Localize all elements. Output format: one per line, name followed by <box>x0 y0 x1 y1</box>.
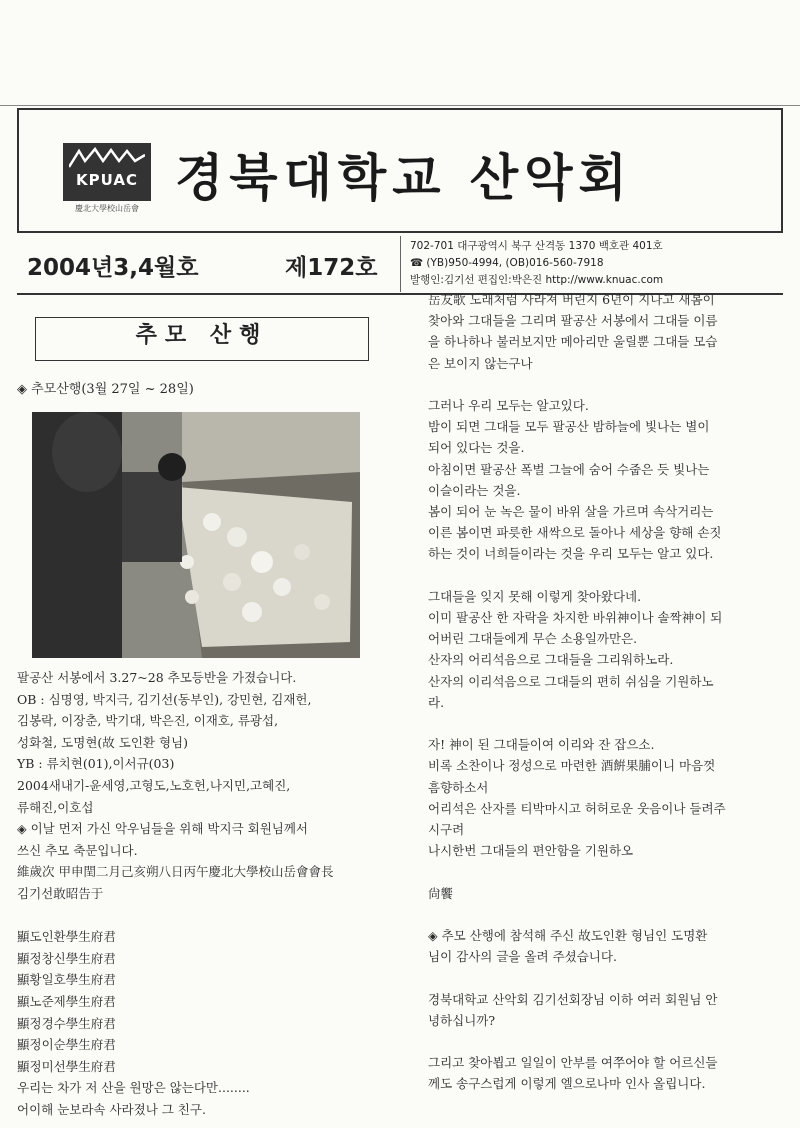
text-line: 쓰신 추모 축문입니다. <box>17 842 138 858</box>
text-line: 라. <box>428 694 445 710</box>
text-line: 이미 팔공산 한 자락을 차지한 바위神이나 솔짝神이 되 <box>428 610 723 625</box>
text-line: 산자의 어리석음으로 그대들을 그리워하노라. <box>428 652 674 668</box>
text-line: 밤이 되면 그대들 모두 팔공산 밤하늘에 빛나는 별이 <box>428 419 710 435</box>
text-line: 2004새내기-윤세영,고형도,노호헌,나지민,고혜진, <box>17 778 291 793</box>
text-line: 을 하나하나 불러보지만 메아리만 울릴뿐 그대들 모습 <box>428 334 718 350</box>
text-line: 이슬이라는 것을. <box>428 482 521 498</box>
text-line: 께도 송구스럽게 이렇게 엘으로나마 인사 올립니다. <box>428 1076 706 1092</box>
text-line: 김봉락, 이장춘, 박기대, 박은진, 이재호, 류광섭, <box>17 713 279 729</box>
section-title: 추모 산행 <box>35 317 369 361</box>
text-line: 비록 소찬이나 정성으로 마련한 酒餠果脯이니 마음껏 <box>428 758 716 774</box>
phone-line: ☎ (YB)950-4994, (OB)016-560-7918 <box>410 257 604 269</box>
text-line: 顯도인환學生府君 <box>17 929 116 945</box>
address-line: 702-701 대구광역시 북구 산격동 1370 백호관 401호 <box>410 240 663 252</box>
text-line: 顯정창신學生府君 <box>17 950 116 966</box>
issue-number: 제172호 <box>285 255 378 281</box>
text-line: 그대들을 잊지 못해 이렇게 찾아왔다네. <box>428 588 642 604</box>
text-line: 이른 봄이면 파릇한 새싹으로 돌아나 세상을 향해 손짓 <box>428 525 722 541</box>
text-line: 시구려 <box>428 822 465 837</box>
text-line: 나시한번 그대들의 편안함을 기원하오 <box>428 843 634 859</box>
text-line: 성화철, 도명현(故 도인환 형님) <box>17 734 188 750</box>
text-line: 顯황일호學生府君 <box>17 972 116 988</box>
text-line: 흠향하소서 <box>428 779 489 795</box>
text-line: 어리석은 산자를 티박마시고 허허로운 웃음이나 들려주 <box>428 800 726 816</box>
text-line: 우리는 차가 저 산을 원망은 않는다만........ <box>17 1080 250 1096</box>
text-line: 顯노준제學生府君 <box>17 994 116 1009</box>
logo-text: KPUAC <box>76 171 138 189</box>
text-line: 하는 것이 너희들이라는 것을 우리 모두는 알고 있다. <box>428 546 714 562</box>
text-line: 찾아와 그대들을 그리며 팔공산 서봉에서 그대들 이름 <box>428 313 718 329</box>
photo-illustration <box>32 412 360 658</box>
mountain-logo-icon <box>69 147 145 169</box>
text-line: OB : 심명영, 박지극, 김기선(동부인), 강민현, 김재헌, <box>17 691 312 707</box>
text-line: 尙饗 <box>428 885 454 901</box>
text-line: 顯정이순學生府君 <box>17 1037 116 1053</box>
text-line: YB : 류치현(01),이서규(03) <box>17 756 175 772</box>
text-line: 어이해 눈보라속 사라졌나 그 친구. <box>17 1102 206 1117</box>
text-line: 녕하십니까? <box>428 1012 496 1028</box>
text-line: 維歲次 甲申閏二月己亥朔八日丙午慶北大學校山岳會會長 <box>17 864 334 880</box>
event-subhead: ◈ 추모산행(3월 27일 ~ 28일) <box>17 382 194 397</box>
text-line: 산자의 이리석음으로 그대들의 편히 쉬심을 기원하노 <box>428 673 714 689</box>
memorial-photo <box>32 412 360 658</box>
text-line: 그리고 찾아뵙고 일일이 안부를 여쭈어야 할 어르신들 <box>428 1055 718 1071</box>
text-line: 岳友歌 노래처럼 사라져 버린지 6년이 지나고 새봄이 <box>428 292 715 307</box>
text-line: 어버린 그대들에게 무슨 소용일까만은. <box>428 631 638 647</box>
publisher-info <box>410 238 663 289</box>
text-line: 경북대학교 산악회 김기선회장님 이하 여러 회원님 안 <box>428 991 718 1007</box>
text-line: 자! 神이 된 그대들이여 이리와 잔 잡으소. <box>428 737 655 753</box>
text-line: 팔공산 서봉에서 3.27~28 추모등반을 가졌습니다. <box>17 670 297 685</box>
publisher-line: 발행인:김기선 편집인:박은진 http://www.knuac.com <box>410 274 664 286</box>
text-line: 顯정경수學生府君 <box>17 1015 116 1031</box>
text-line: 되어 있다는 것을. <box>428 440 525 456</box>
logo-subtitle: 慶北大學校山岳會 <box>75 204 139 213</box>
issue-divider <box>400 236 401 292</box>
text-line: 봄이 되어 눈 녹은 물이 바위 살을 가르며 속삭거리는 <box>428 504 714 519</box>
text-line: ◈ 이날 먼저 가신 악우님들을 위해 박지극 회원님께서 <box>17 821 309 837</box>
text-line: 그러나 우리 모두는 알고있다. <box>428 398 589 413</box>
text-line: 류해진,이호섭 <box>17 799 94 815</box>
text-line: 님이 감사의 글을 올려 주셨습니다. <box>428 949 617 965</box>
issue-date: 2004년3,4월호 <box>27 255 199 281</box>
text-line: 아침이면 팔공산 폭벌 그늘에 숨어 수줍은 듯 빛나는 <box>428 461 710 477</box>
text-line: 김기선敢昭告于 <box>17 886 104 901</box>
text-line: ◈ 추모 산행에 참석해 주신 故도인환 형님인 도명환 <box>428 928 708 943</box>
text-line: 顯정미선學生府君 <box>17 1058 116 1074</box>
club-logo <box>63 143 151 201</box>
top-rule <box>0 105 800 106</box>
newsletter-title: 경북대학교 산악회 <box>175 149 633 207</box>
text-line: 은 보이지 않는구나 <box>428 355 533 371</box>
